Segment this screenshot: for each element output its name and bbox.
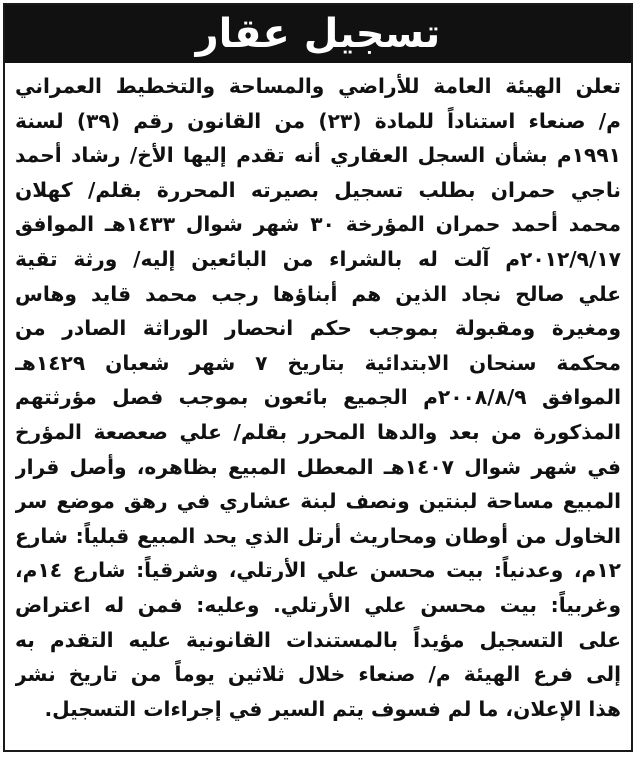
notice-line: وغربياً: بيت محسن علي الأرتلي. وعليه: فمن له اعتراض — [15, 592, 621, 617]
notice-line: الموافق ٢٠٠٨/٨/٩م الجميع بائعون بموجب فصل مؤرثتهم — [15, 385, 621, 410]
notice-line: م/ صنعاء استناداً للمادة (٢٣) من القانون رقم (٣٩) لسنة — [15, 108, 621, 133]
notice-line: ١٢م، وعدنياً: بيت محسن علي الأرتلي، وشرقياً: شارع ١٤م، — [15, 558, 621, 583]
notice-body — [15, 69, 621, 740]
notice-line: ومغيرة ومقبولة بموجب حكم انحصار الوراثة الصادر من — [15, 316, 621, 341]
notice-line: المذكورة من بعد والدها المحرر بقلم/ علي صعصعة المؤرخ — [15, 419, 621, 444]
notice-line: ناجي حمران بطلب تسجيل بصيرته المحررة بقلم/ كهلان — [15, 177, 621, 202]
notice-line: على التسجيل مؤيداً بالمستندات القانونية عليه التقدم به — [15, 627, 621, 652]
notice-line: ١٩٩١م بشأن السجل العقاري أنه تقدم إليها الأخ/ رشاد أحمد — [15, 143, 621, 168]
notice-frame — [3, 3, 633, 752]
notice-title: تسجيل عقار — [195, 11, 441, 57]
notice-line: الخاول من أوطان ومحاريث أرتل الذي يحد المبيع قبلياً: شارع — [15, 523, 621, 548]
notice-line: علي صالح نجاد الذين هم أبناؤها رجب محمد قايد وهاس — [15, 281, 621, 306]
notice-line: إلى فرع الهيئة م/ صنعاء خلال ثلاثين يوماً من تاريخ نشر — [15, 662, 621, 687]
notice-line: محكمة سنحان الابتدائية بتاريخ ٧ شهر شعبان ١٤٢٩هـ — [15, 350, 621, 375]
notice-line: في شهر شوال ١٤٠٧هـ المعطل المبيع بظاهره، وأصل قرار — [15, 454, 621, 479]
notice-line: هذا الإعلان، ما لم فسوف يتم السير في إجراءات التسجيل. — [44, 696, 621, 721]
notice-header — [5, 5, 631, 63]
notice-line: محمد أحمد حمران المؤرخة ٣٠ شهر شوال ١٤٣٣هـ الموافق — [15, 212, 621, 237]
notice-line: ٢٠١٢/٩/١٧م آلت له بالشراء من البائعين إليه/ ورثة تقية — [15, 246, 621, 271]
notice-line: تعلن الهيئة العامة للأراضي والمساحة والتخطيط العمراني — [15, 74, 621, 98]
notice-line: المبيع مساحة لبنتين ونصف لبنة عشاري في رهق موضع سر — [15, 489, 621, 514]
